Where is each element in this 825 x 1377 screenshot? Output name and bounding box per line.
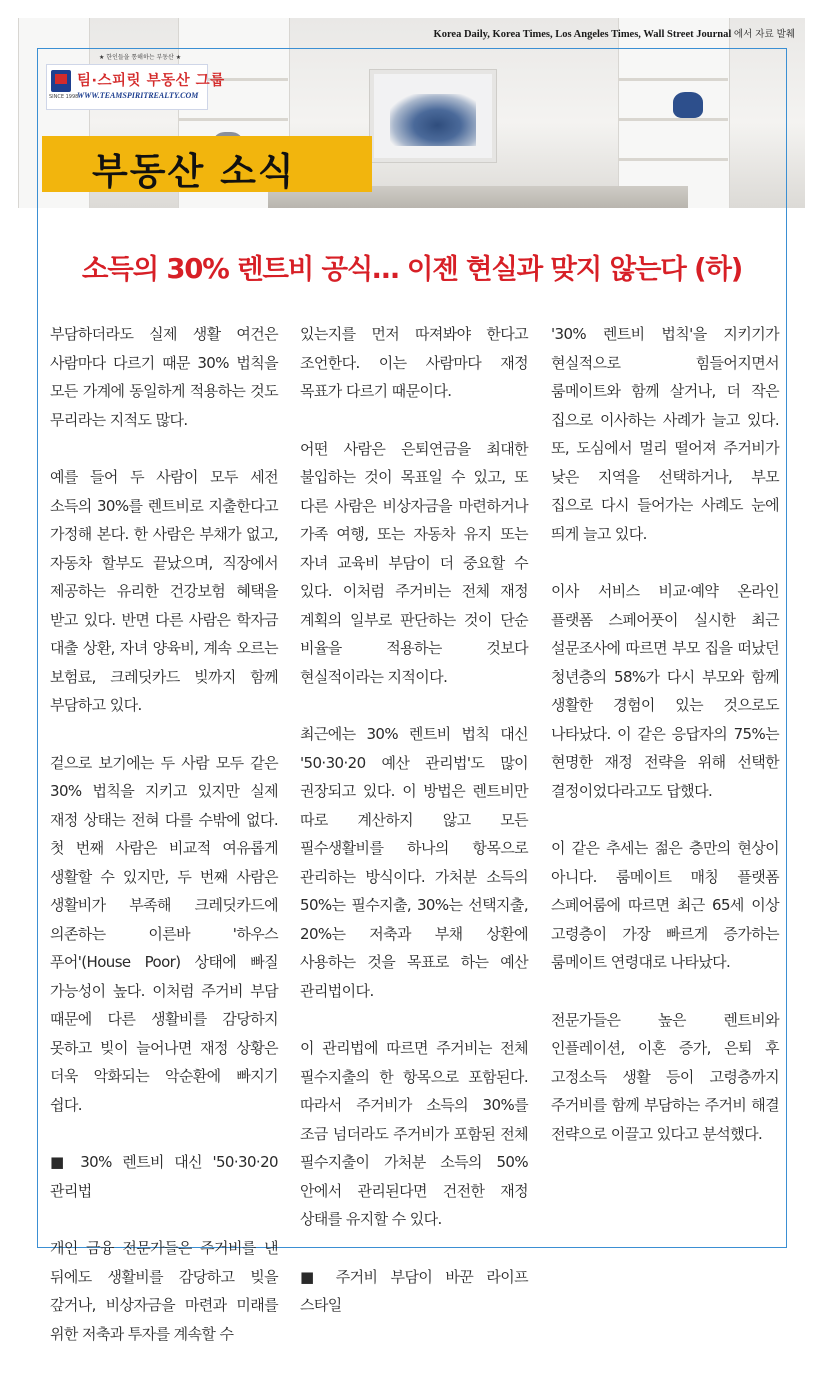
paragraph: 겉으로 보기에는 두 사람 모두 같은 30% 법칙을 지키고 있지만 실제 재정 상태는 전혀 다를 수밖에 없다. 첫 번째 사람은 비교적 여유롭게 생활할 수 있지만, 두 번째 사람은 생활비가 부족해 크레딧카드에 의존하는 이른바 '하우스 푸어'(House Poor) 상태에 빠질 가능성이 높다. 이처럼 주거비 부담 때문에 다른 생활비를 감당하지 못하고 빚이 늘어나면 재정 상황은 더욱 악화되는 악순환에 빠지기 쉽다. bbox=[50, 753, 278, 1114]
subheading: ■ 30% 렌트비 대신 '50·30·20 관리법 bbox=[50, 1153, 278, 1200]
article-column-2 bbox=[300, 320, 528, 1349]
logo-tagline: ★ 한인들을 통해하는 부동산 ★ bbox=[99, 54, 182, 61]
source-credit bbox=[434, 26, 795, 40]
source-suffix: 에서 자료 발췌 bbox=[733, 29, 795, 40]
paragraph: 개인 금융 전문가들은 주거비를 낸 뒤에도 생활비를 감당하고 빚을 갚거나, 비상자금을 마련과 미래를 위한 저축과 투자를 계속할 수 bbox=[50, 1239, 278, 1343]
paragraph: 최근에는 30% 렌트비 법칙 대신 '50·30·20 예산 관리법'도 많이 권장되고 있다. 이 방법은 렌트비만 따로 계산하지 않고 모든 필수생활비를 하나의 항목으로 관리하는 방식이다. 가처분 소득의 50%는 필수지출, 30%는 선택지출, 20%는 저축과 부채 상환에 사용하는 것을 목표로 하는 예산 관리법이다. bbox=[300, 725, 528, 1000]
paragraph: 부담하더라도 실제 생활 여건은 사람마다 다르기 때문 30% 법칙을 모든 가계에 동일하게 적용하는 것도 무리라는 지적도 많다. bbox=[50, 325, 278, 429]
paragraph: 어떤 사람은 은퇴연금을 최대한 불입하는 것이 목표일 수 있고, 또 다른 사람은 비상자금을 마련하거나 가족 여행, 또는 자동차 유지 또는 자녀 교육비 부담이 더 중요할 수 있다. 이처럼 주거비는 전체 재정 계획의 일부로 판단하는 것이 단순 비율을 적용하는 것보다 현실적이라는 지적이다. bbox=[300, 439, 528, 686]
article-headline: 소득의 30% 렌트비 공식… 이젠 현실과 맞지 않는다 (하) bbox=[81, 253, 743, 285]
company-logo[interactable] bbox=[46, 54, 225, 110]
paragraph: 전문가들은 높은 렌트비와 인플레이션, 이혼 증가, 은퇴 후 고정소득 생활 등이 고령층까지 주거비를 함께 부담하는 주거비 해결 전략으로 이끌고 있다고 분석했다. bbox=[551, 1010, 779, 1143]
logo-url[interactable]: WWW.TEAMSPIRITREALTY.COM bbox=[77, 91, 199, 100]
section-label: 부동산 소식 bbox=[92, 150, 296, 193]
paragraph: 이사 서비스 비교·예약 온라인 플랫폼 스페어풋이 실시한 최근 설문조사에 따르면 부모 집을 떠났던 청년층의 58%가 다시 부모와 함께 생활한 경험이 있는 것으로도 나타났다. 이 같은 응답자의 75%는 현명한 재정 전략을 위해 선택한 결정이었다라고도 답했다. bbox=[551, 582, 779, 800]
paragraph: 이 같은 추세는 젊은 층만의 현상이 아니다. 룸메이트 매칭 플랫폼 스페어룸에 따르면 최근 65세 이상 고령층이 가장 빠르게 증가하는 룸메이트 연령대로 나타났다. bbox=[551, 839, 779, 971]
logo-name: 팀·스피릿 부동산 그룹 bbox=[77, 73, 225, 89]
paragraph: 있는지를 먼저 따져봐야 한다고 조언한다. 이는 사람마다 재정 목표가 다르기 때문이다. bbox=[300, 325, 528, 400]
subheading: ■ 주거비 부담이 바꾼 라이프 스타일 bbox=[300, 1267, 528, 1314]
article-column-1 bbox=[50, 320, 278, 1377]
logo-since: SINCE 1998 bbox=[49, 94, 79, 100]
paragraph: 이 관리법에 따르면 주거비는 전체 필수지출의 한 항목으로 포함된다. 따라서 주거비가 소득의 30%를 조금 넘더라도 주거비가 포함된 전체 필수지출이 가처분 소득의 50% 안에서 관리된다면 건전한 재정 상태를 유지할 수 있다. bbox=[300, 1039, 528, 1228]
section-banner bbox=[42, 136, 372, 192]
source-names: Korea Daily, Korea Times, Los Angeles Times, Wall Street Journal bbox=[433, 29, 732, 40]
paragraph: 예를 들어 두 사람이 모두 세전 소득의 30%를 렌트비로 지출한다고 가정해 본다. 한 사람은 부채가 없고, 자동차 할부도 끝났으며, 직장에서 제공하는 유리한 건강보험 혜택을 받고 있다. 반면 다른 사람은 학자금 대출 상환, 자녀 양육비, 계속 오르는 보험료, 크레딧카드 빚까지 함께 부담하고 있다. bbox=[50, 468, 278, 714]
article-column-3 bbox=[551, 320, 779, 1177]
paragraph: '30% 렌트비 법칙'을 지키기가 현실적으로 힘들어지면서 룸메이트와 함께 살거나, 더 작은 집으로 이사하는 사례가 늘고 있다. 또, 도심에서 멀리 떨어져 주거비가 낮은 지역을 선택하거나, 부모 집으로 다시 들어가는 사례도 눈에 띄게 늘고 있다. bbox=[551, 325, 779, 543]
house-logo-icon bbox=[51, 70, 71, 92]
